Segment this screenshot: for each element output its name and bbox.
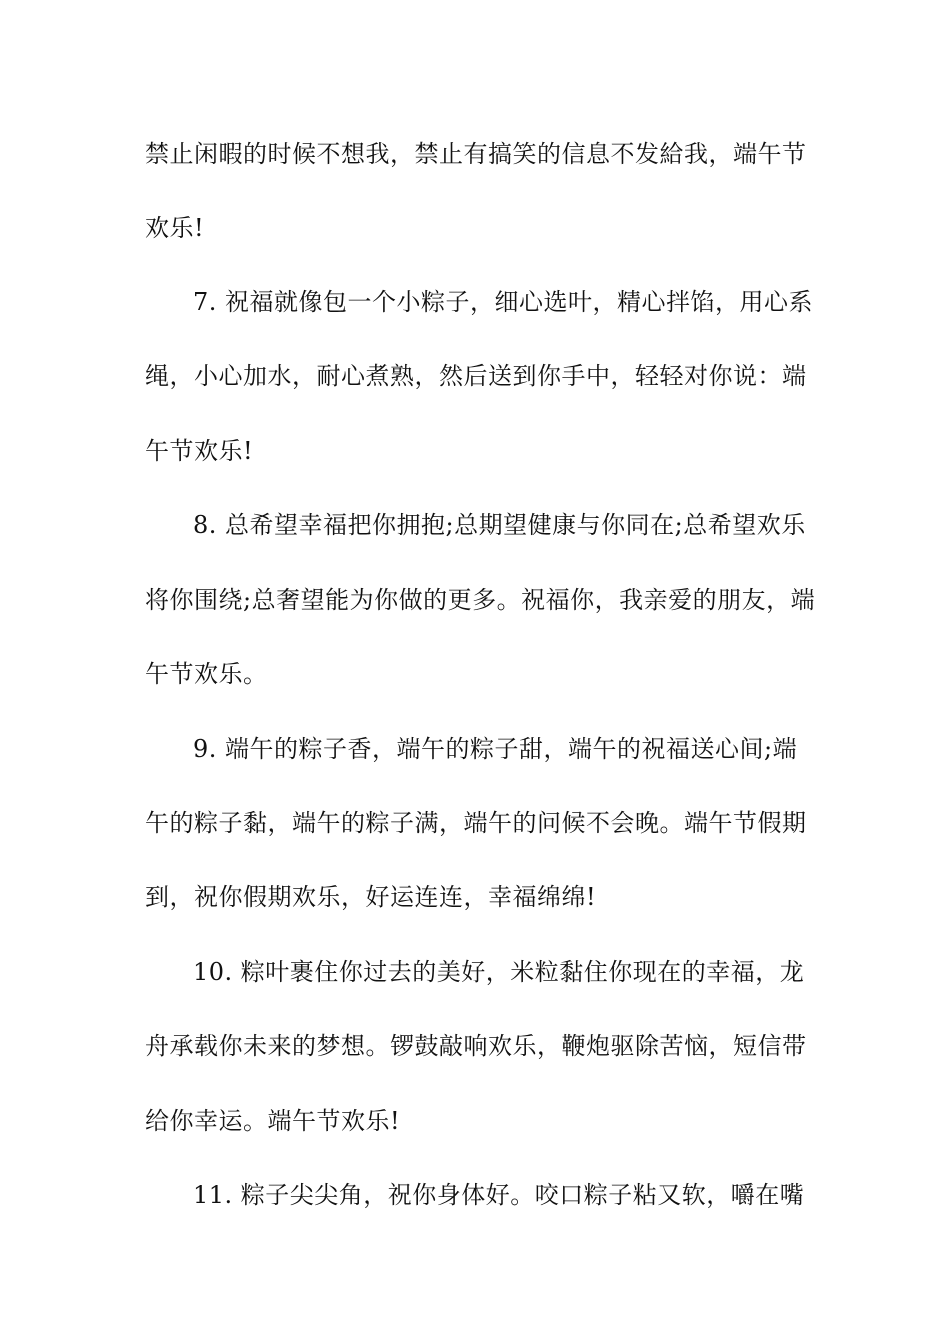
text-line: 欢乐! — [145, 214, 205, 242]
paragraph-7-start: 7. 祝福就像包一个小粽子，细心选叶，精心拌馅，用心系 — [193, 288, 814, 316]
text-line: 将你围绕;总奢望能为你做的更多。祝福你，我亲爱的朋友，端 — [145, 586, 816, 614]
paragraph-10-start: 10. 粽叶裹住你过去的美好，米粒黏住你现在的幸福，龙 — [193, 958, 805, 986]
paragraph-8-start: 8. 总希望幸福把你拥抱;总期望健康与你同在;总希望欢乐 — [193, 511, 806, 539]
paragraph-11-start: 11. 粽子尖尖角，祝你身体好。咬口粽子粘又软，嚼在嘴 — [193, 1181, 805, 1209]
text-line: 午节欢乐! — [145, 437, 254, 465]
text-line: 午的粽子黏，端午的粽子满，端午的问候不会晚。端午节假期 — [145, 809, 807, 837]
paragraph-9-start: 9. 端午的粽子香，端午的粽子甜，端午的祝福送心间;端 — [193, 735, 798, 763]
text-line: 到，祝你假期欢乐，好运连连，幸福绵绵! — [145, 883, 597, 911]
text-line: 给你幸运。端午节欢乐! — [145, 1107, 401, 1135]
text-line: 舟承载你未来的梦想。锣鼓敲响欢乐，鞭炮驱除苦恼，短信带 — [145, 1032, 807, 1060]
text-line: 禁止闲暇的时候不想我，禁止有搞笑的信息不发給我，端午节 — [145, 140, 807, 168]
text-line: 绳，小心加水，耐心煮熟，然后送到你手中，轻轻对你说：端 — [145, 362, 807, 390]
text-line: 午节欢乐。 — [145, 660, 268, 688]
